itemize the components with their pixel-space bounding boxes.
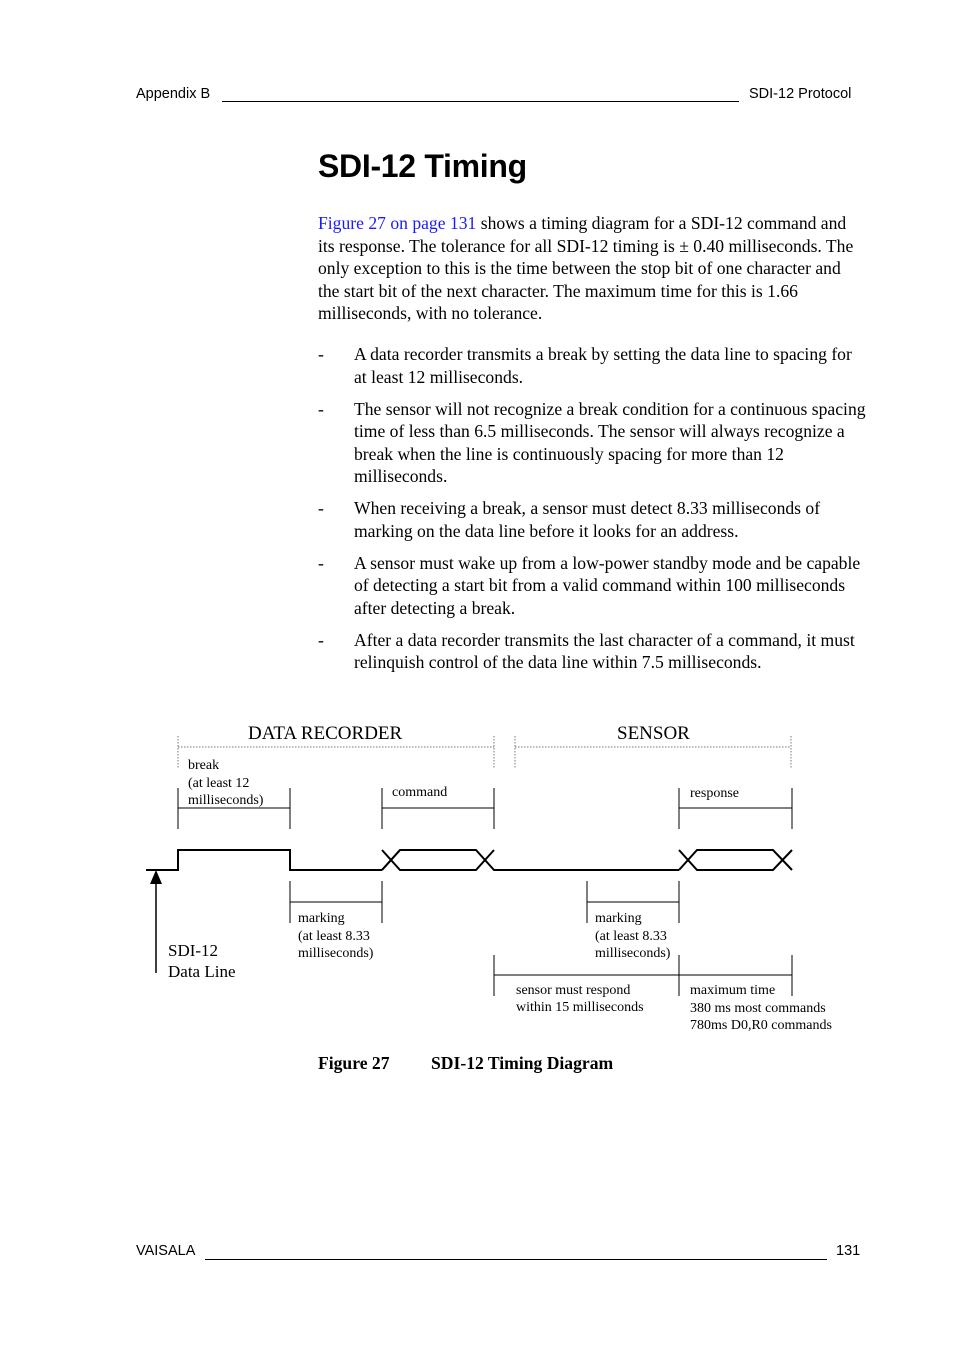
break-label-line2: (at least 12 xyxy=(188,776,250,791)
sensor-label: SENSOR xyxy=(617,723,690,744)
data-recorder-label: DATA RECORDER xyxy=(248,723,403,744)
list-marker: - xyxy=(318,629,324,650)
break-label: break xyxy=(188,758,220,773)
marking-label-line2: (at least 8.33 xyxy=(298,929,370,944)
footer-rule xyxy=(205,1259,827,1260)
list-item-text: A sensor must wake up from a low-power standby mode and be capable of detecting a start bit from a valid command within 100 milliseconds after detecting a break. xyxy=(354,552,861,618)
sensor-marking-label: marking xyxy=(595,911,642,926)
break-label-line3: milliseconds) xyxy=(188,793,264,808)
marking-label: marking xyxy=(298,911,345,926)
data-line-label: SDI-12 xyxy=(168,941,219,960)
respond-label: sensor must respond xyxy=(516,983,631,998)
response-label: response xyxy=(690,786,739,801)
list-item-text: After a data recorder transmits the last character of a command, it must relinquish control of the data line within 7.5 milliseconds. xyxy=(354,629,855,672)
list-item-text: The sensor will not recognize a break condition for a continuous spacing time of less than 6.5 milliseconds. The sensor will always recognize a break when the line is continuously spacing for more than 12 milliseconds. xyxy=(354,398,866,486)
command-label: command xyxy=(392,785,448,800)
header-section-label: Appendix B xyxy=(136,86,211,102)
list-marker: - xyxy=(318,498,324,518)
page-number: 131 xyxy=(836,1243,861,1259)
list-marker: - xyxy=(318,552,324,573)
respond-label-line2: within 15 milliseconds xyxy=(516,1000,644,1015)
list-item-text: A data recorder transmits a break by setting the data line to spacing for at least 12 milliseconds. xyxy=(354,344,852,387)
list-marker: - xyxy=(318,344,324,364)
data-line-arrow xyxy=(150,870,162,973)
header-chapter-title: SDI-12 Protocol xyxy=(749,86,852,102)
max-time-label-line3: 780ms D0,R0 commands xyxy=(690,1018,832,1033)
figure-caption-number: Figure 27 xyxy=(318,1053,390,1073)
list-item-text: When receiving a break, a sensor must detect 8.33 milliseconds of marking on the data line before it looks for an address. xyxy=(354,498,821,541)
footer-company: VAISALA xyxy=(136,1243,196,1259)
max-time-label-line2: 380 ms most commands xyxy=(690,1001,826,1016)
data-line-waveform xyxy=(146,850,792,870)
intro-text: shows a timing diagram for a SDI-12 command and its response. The tolerance for all SDI-12 timing is ± 0.40 milliseconds. The only exception to this is the time between the stop bit of one character and the start bit of the next character. The maximum time for this is 1.66 milliseconds, with no tolerance. xyxy=(318,213,854,323)
data-line-label-line2: Data Line xyxy=(168,962,236,981)
page-title: SDI-12 Timing xyxy=(318,148,527,184)
sensor-marking-label-line2: (at least 8.33 xyxy=(595,929,667,944)
figure-caption-title: SDI-12 Timing Diagram xyxy=(431,1053,614,1073)
sensor-marking-label-line3: milliseconds) xyxy=(595,946,671,961)
figure-link[interactable]: Figure 27 on page 131 xyxy=(318,213,477,233)
marking-label-line3: milliseconds) xyxy=(298,946,374,961)
list-marker: - xyxy=(318,398,324,419)
max-time-label: maximum time xyxy=(690,983,776,998)
